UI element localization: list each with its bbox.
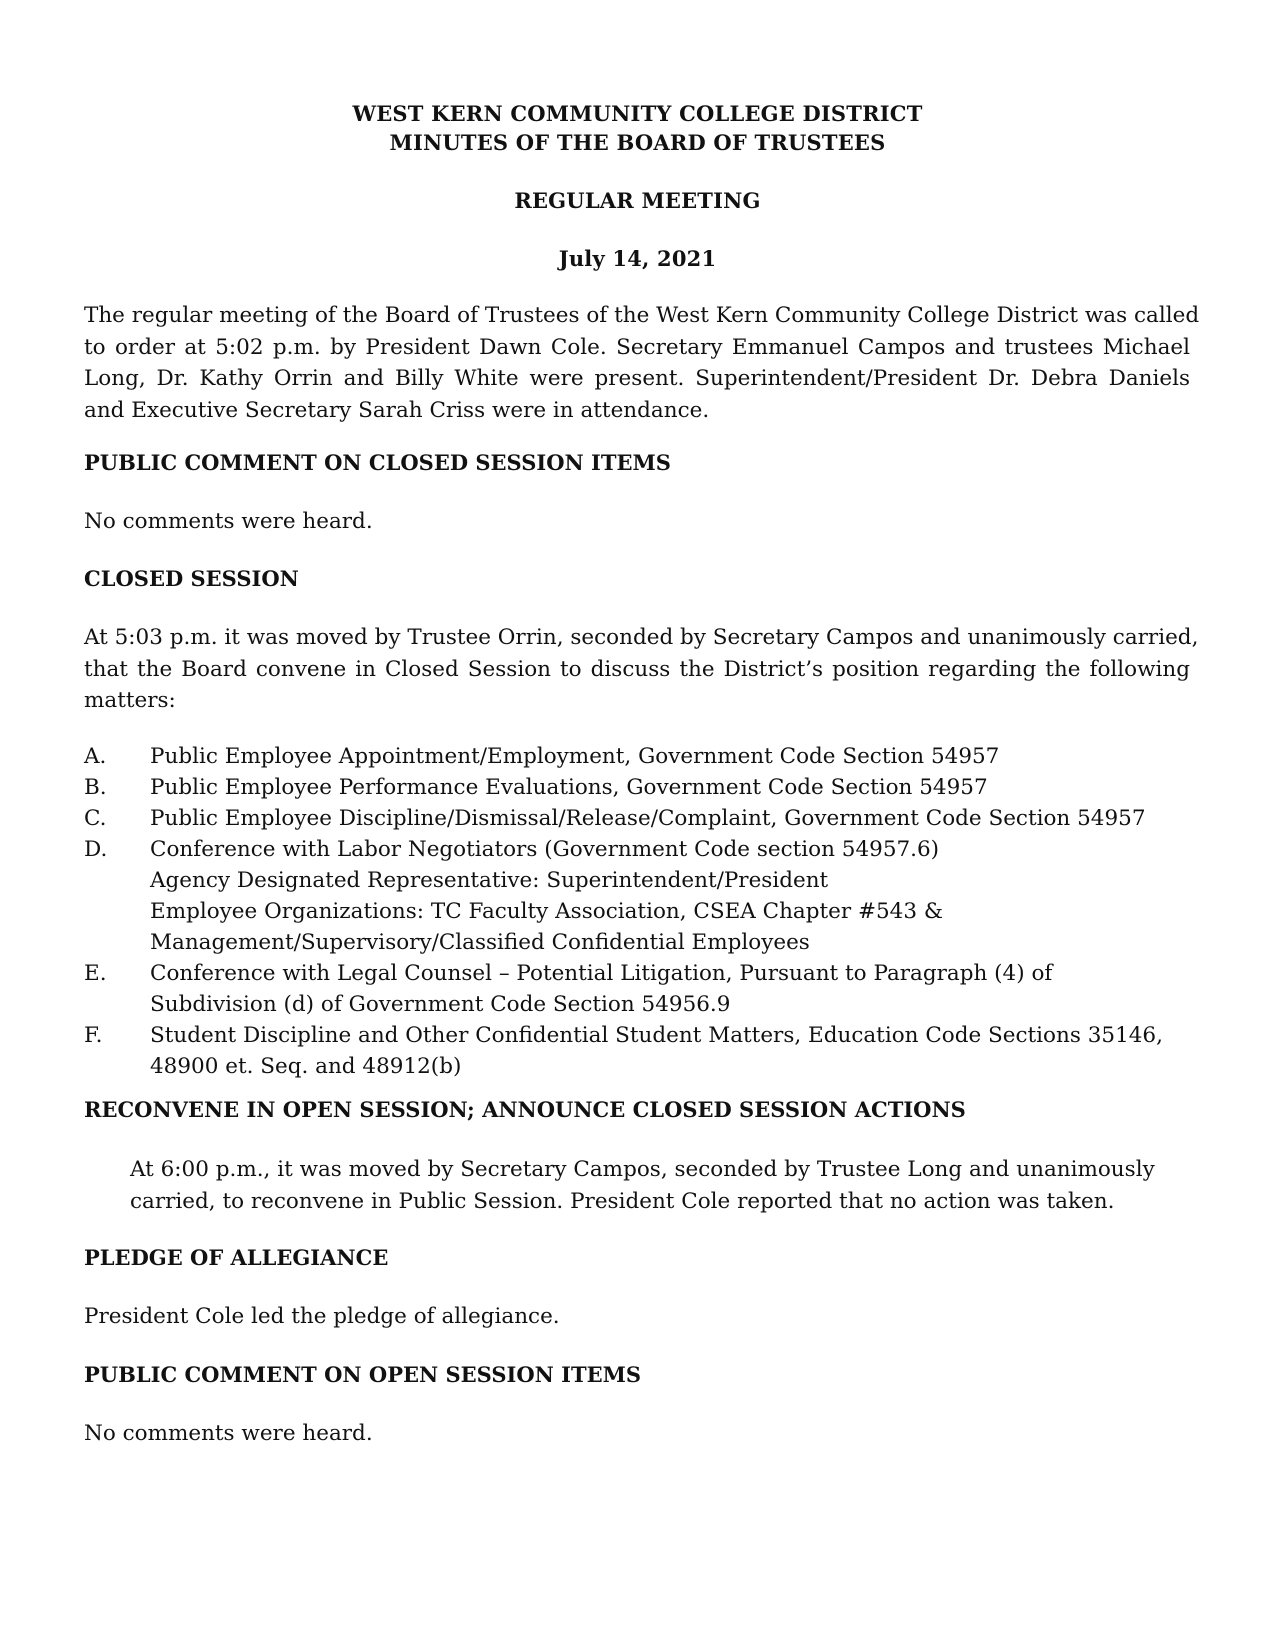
list-item-text: Public Employee Performance Evaluations, Government Code Section 54957 (150, 775, 988, 800)
intro-line: The regular meeting of the Board of Trustees of the West Kern Community College District was called (84, 303, 1200, 328)
list-item-letter: D. (84, 837, 108, 862)
list-item-text: Public Employee Discipline/Dismissal/Release/Complaint, Government Code Section 54957 (150, 806, 1146, 831)
list-item-letter: E. (84, 961, 107, 986)
list-item (84, 958, 1204, 1020)
heading-public-comment-closed: PUBLIC COMMENT ON CLOSED SESSION ITEMS (84, 450, 671, 475)
heading-closed-session: CLOSED SESSION (84, 566, 299, 591)
public-comment-open-body: No comments were heard. (84, 1421, 373, 1446)
closed-session-paragraph (84, 622, 1199, 717)
list-item (84, 741, 1204, 772)
list-item-letter: C. (84, 806, 107, 831)
list-item-text: Conference with Labor Negotiators (Government Code section 54957.6) (150, 837, 940, 862)
heading-reconvene: RECONVENE IN OPEN SESSION; ANNOUNCE CLOSED SESSION ACTIONS (84, 1097, 966, 1122)
reconvene-line: At 6:00 p.m., it was moved by Secretary Campos, seconded by Trustee Long and unanimously (130, 1157, 1155, 1182)
list-item-text: Public Employee Appointment/Employment, Government Code Section 54957 (150, 744, 1000, 769)
intro-line: to order at 5:02 p.m. by President Dawn Cole. Secretary Emmanuel Campos and trustees Michael (84, 334, 1190, 360)
list-item (84, 1020, 1204, 1082)
list-item-text: Employee Organizations: TC Faculty Association, CSEA Chapter #543 & (150, 899, 944, 924)
heading-pledge: PLEDGE OF ALLEGIANCE (84, 1245, 389, 1270)
list-item-text: 48900 et. Seq. and 48912(b) (150, 1054, 462, 1079)
intro-line: Long, Dr. Kathy Orrin and Billy White were present. Superintendent/President Dr. Debra Daniels (84, 366, 1190, 391)
list-item-letter: A. (84, 744, 107, 769)
list-item-letter: F. (84, 1023, 103, 1048)
list-item (84, 772, 1204, 803)
closed-session-line: matters: (84, 688, 176, 713)
public-comment-closed-body: No comments were heard. (84, 509, 373, 534)
list-item-text: Subdivision (d) of Government Code Section 54956.9 (150, 992, 731, 1017)
closed-session-line: that the Board convene in Closed Session to discuss the District’s position regarding the following (84, 656, 1190, 682)
heading-public-comment-open: PUBLIC COMMENT ON OPEN SESSION ITEMS (84, 1362, 642, 1387)
list-item-text: Conference with Legal Counsel – Potential Litigation, Pursuant to Paragraph (4) of (150, 961, 1053, 986)
intro-paragraph (84, 300, 1200, 426)
intro-line: and Executive Secretary Sarah Criss were in attendance. (84, 397, 710, 423)
list-item-text: Student Discipline and Other Confidential Student Matters, Education Code Sections 35146, (150, 1023, 1163, 1048)
list-item-letter: B. (84, 775, 107, 800)
list-item (84, 834, 1204, 958)
list-item (84, 803, 1204, 834)
document-title: MINUTES OF THE BOARD OF TRUSTEES (389, 130, 886, 155)
reconvene-paragraph (130, 1154, 1190, 1217)
meeting-type: REGULAR MEETING (514, 188, 761, 213)
list-item-text: Management/Supervisory/Classified Confidential Employees (150, 930, 810, 955)
closed-session-list (84, 741, 1204, 1082)
pledge-body: President Cole led the pledge of allegiance. (84, 1304, 560, 1329)
closed-session-line: At 5:03 p.m. it was moved by Trustee Orrin, seconded by Secretary Campos and unanimously carried, (84, 625, 1199, 650)
list-item-text: Agency Designated Representative: Superintendent/President (150, 868, 829, 893)
reconvene-line: carried, to reconvene in Public Session. President Cole reported that no action was taken. (130, 1188, 1115, 1214)
district-name: WEST KERN COMMUNITY COLLEGE DISTRICT (352, 101, 923, 126)
meeting-date: July 14, 2021 (558, 246, 717, 271)
